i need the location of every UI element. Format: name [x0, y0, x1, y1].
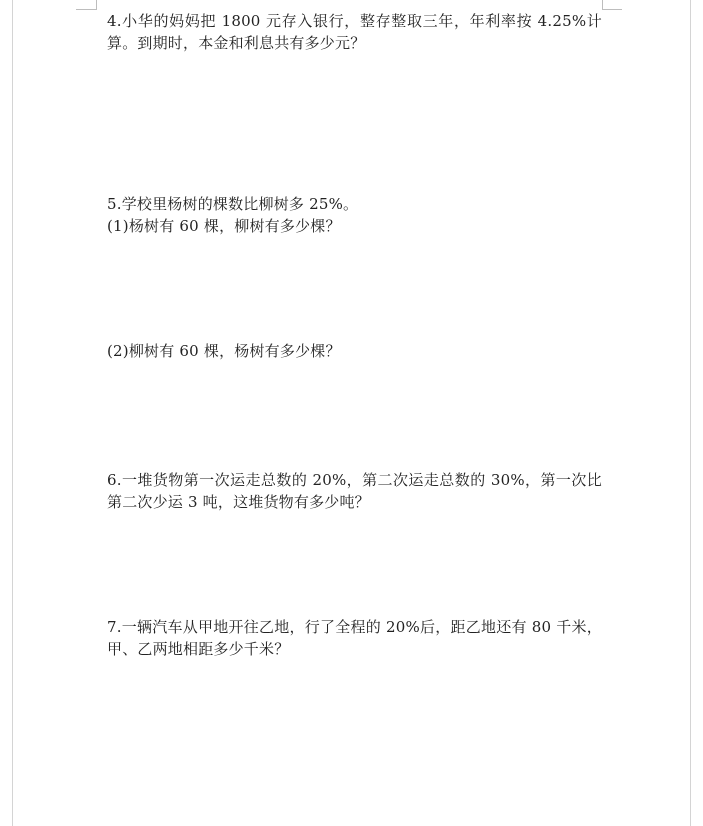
- question-5-subquestion-2: [107, 340, 602, 362]
- crop-mark-top-right: [602, 9, 622, 10]
- question-7-line-2: 甲、乙两地相距多少千米？: [107, 640, 290, 658]
- page-left-border: [12, 0, 13, 826]
- crop-mark-top-left: [76, 9, 96, 10]
- question-5-line-1: 5.学校里杨树的棵数比柳树多 25%。: [107, 195, 359, 213]
- crop-mark-top-right-vertical: [602, 0, 603, 10]
- question-6: [107, 469, 602, 513]
- crop-mark-top-left-vertical: [96, 0, 97, 10]
- page-right-border: [690, 0, 691, 826]
- question-7: [107, 616, 602, 660]
- question-6-line-2: 第二次少运 3 吨，这堆货物有多少吨？: [107, 493, 370, 511]
- question-4: [107, 10, 602, 54]
- question-5-subquestion-1: (1)杨树有 60 棵，柳树有多少棵？: [107, 217, 341, 235]
- question-4-line-1: 4.小华的妈妈把 1800 元存入银行，整存整取三年，年利率按 4.25%计: [107, 12, 602, 30]
- question-5-subquestion-2-line: (2)柳树有 60 棵，杨树有多少棵？: [107, 342, 341, 360]
- question-6-line-1: 6.一堆货物第一次运走总数的 20%，第二次运走总数的 30%，第一次比: [107, 471, 602, 489]
- question-4-line-2: 算。到期时，本金和利息共有多少元？: [107, 34, 366, 52]
- question-7-line-1: 7.一辆汽车从甲地开往乙地，行了全程的 20%后，距乙地还有 80 千米，: [107, 618, 602, 636]
- question-5: [107, 193, 602, 237]
